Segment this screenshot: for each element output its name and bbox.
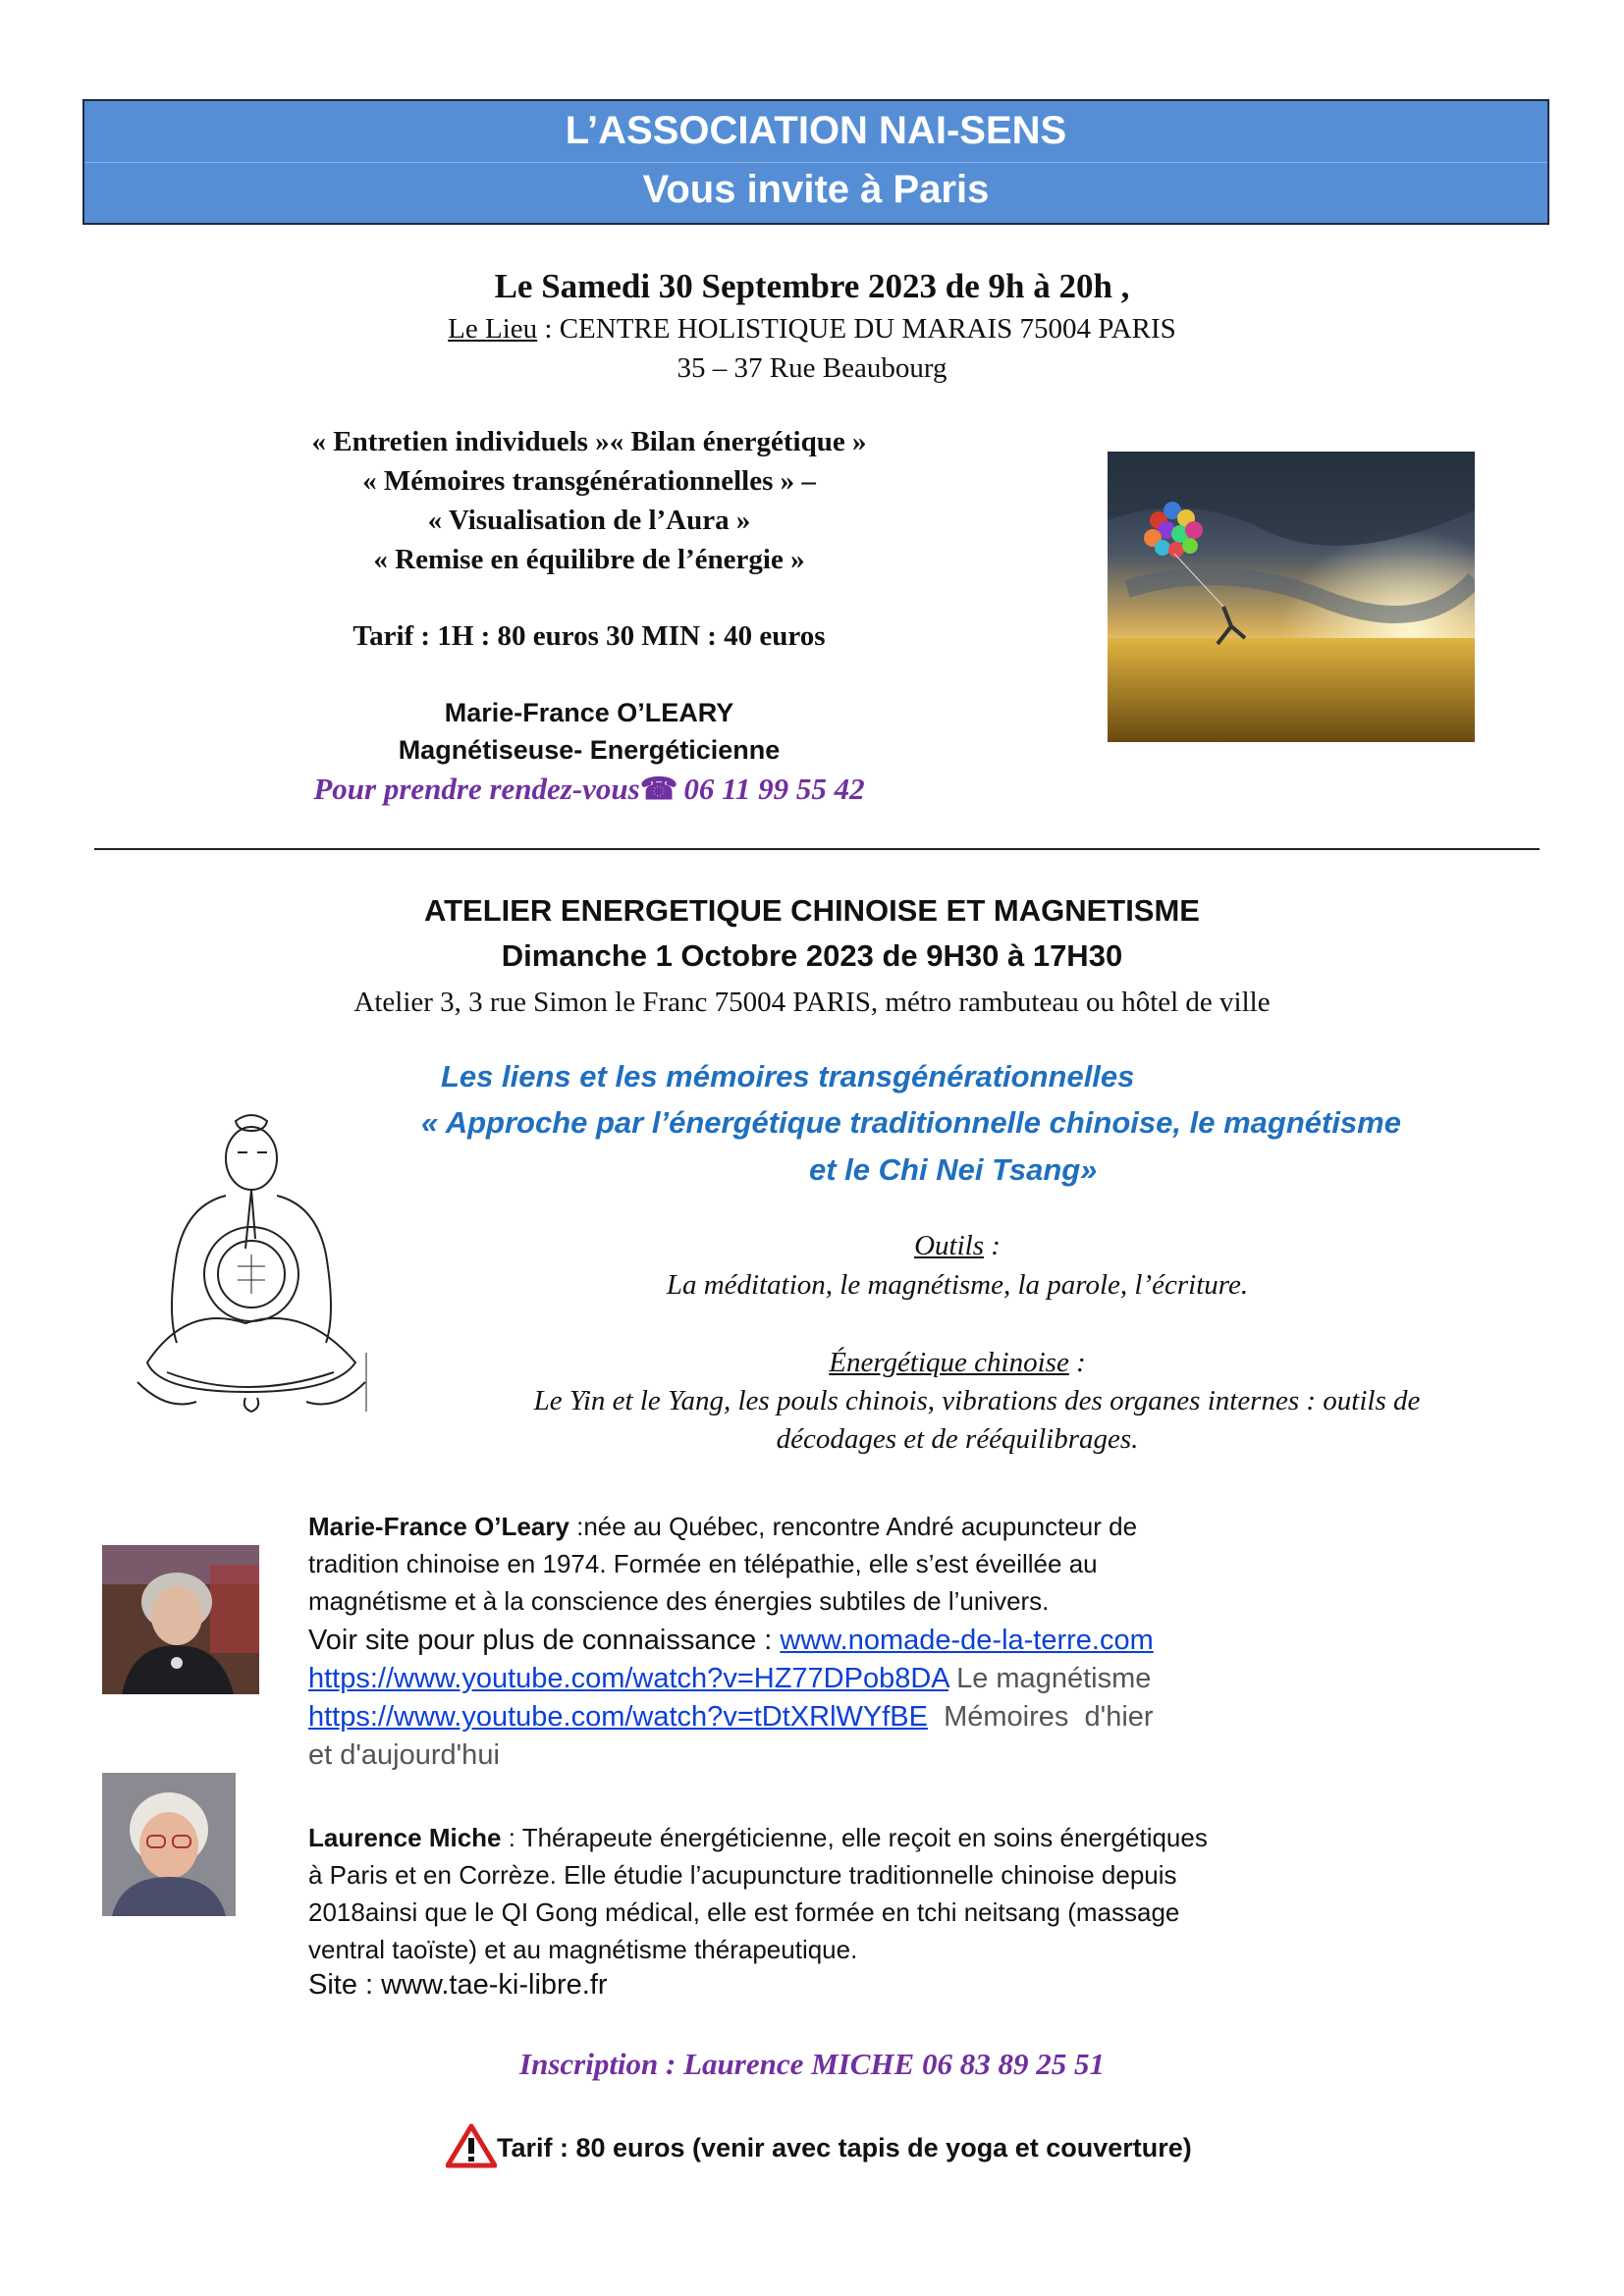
booking-label: Pour prendre rendez-vous: [313, 772, 640, 806]
tools-text: La méditation, le magnétisme, la parole, l’écriture.: [666, 1269, 1249, 1301]
video-line: [308, 1663, 1151, 1695]
meditating-sage-drawing: [128, 1107, 375, 1419]
bio-name: Marie-France O’Leary: [308, 1512, 569, 1541]
theme-line: et le Chi Nei Tsang»: [809, 1152, 1098, 1187]
association-title: L’ASSOCIATION NAI-SENS: [565, 109, 1067, 152]
event1-place: [0, 313, 1624, 346]
video-line: [308, 1701, 1154, 1734]
bio-laurence-miche: [308, 1819, 1293, 1968]
place-label: Le Lieu: [448, 313, 538, 345]
practitioner-role: Magnétiseuse- Energéticienne: [398, 735, 781, 765]
bio-name: Laurence Miche: [308, 1823, 502, 1852]
warning-icon: [446, 2123, 497, 2173]
service-item: « Visualisation de l’Aura »: [427, 505, 751, 536]
marie-france-portrait: [102, 1545, 259, 1694]
bio-line: 2018ainsi que le QI Gong médical, elle est formée en tchi neitsang (massage: [308, 1897, 1180, 1927]
chinese-text-line: Le Yin et le Yang, les pouls chinois, vibrations des organes internes : outils de: [533, 1385, 1421, 1416]
event1-tarif: Tarif : 1H : 80 euros 30 MIN : 40 euros: [352, 620, 826, 652]
event2-date: Dimanche 1 Octobre 2023 de 9H30 à 17H30: [501, 938, 1123, 973]
chinese-label: Énergétique chinoise: [829, 1347, 1069, 1378]
bio-line: ventral taoïste) et au magnétisme thérapeutique.: [308, 1935, 858, 1964]
bio-marie-france: [308, 1508, 1293, 1620]
bio-line: à Paris et en Corrèze. Elle étudie l’acupuncture traditionnelle chinoise depuis: [308, 1860, 1177, 1890]
booking-phone: 06 11 99 55 42: [683, 772, 865, 806]
header-banner: [82, 99, 1549, 225]
bio-line: [308, 1508, 1293, 1545]
site-line: [308, 1625, 1154, 1657]
theme-line: « Approche par l’énergétique traditionnelle chinoise, le magnétisme: [421, 1105, 1401, 1140]
laurence-site: Site : www.tae-ki-libre.fr: [308, 1969, 608, 2001]
video-caption-continued: et d'aujourd'hui: [308, 1739, 500, 1771]
chinese-text-line: décodages et de rééquilibrages.: [776, 1423, 1139, 1455]
tools-heading: [393, 1230, 1522, 1262]
final-tarif-line: [446, 2123, 1192, 2174]
site-label: Voir site pour plus de connaissance :: [308, 1625, 781, 1656]
place-value: : CENTRE HOLISTIQUE DU MARAIS 75004 PARIS: [537, 313, 1176, 345]
bio-line-content: [308, 1508, 1137, 1545]
tools-sep: :: [983, 1230, 1001, 1261]
service-item: « Entretien individuels »« Bilan énergétique »: [311, 426, 867, 457]
balloon-sunset-photo: [1108, 452, 1475, 742]
bio-line: magnétisme et à la conscience des énergies subtiles de l’univers.: [308, 1586, 1050, 1616]
event2-title: ATELIER ENERGETIQUE CHINOISE ET MAGNETISME: [424, 893, 1200, 928]
chinese-sep: :: [1068, 1347, 1086, 1378]
bio-line: tradition chinoise en 1974. Formée en télépathie, elle s’est éveillée au: [308, 1549, 1098, 1578]
youtube-link-memoires[interactable]: https://www.youtube.com/watch?v=tDtXRlWYfBE: [308, 1701, 928, 1733]
service-item: « Remise en équilibre de l’énergie »: [373, 544, 805, 575]
invite-subtitle: Vous invite à Paris: [642, 168, 990, 211]
final-tarif-text: Tarif : 80 euros (venir avec tapis de yoga et couverture): [497, 2133, 1192, 2163]
theme-line: Les liens et les mémoires transgénérationnelles: [441, 1059, 1135, 1094]
event2-address: Atelier 3, 3 rue Simon le Franc 75004 PARIS, métro rambuteau ou hôtel de ville: [353, 987, 1271, 1018]
laurence-miche-portrait: [102, 1773, 236, 1916]
section-divider: [94, 848, 1540, 850]
banner-divider: [84, 162, 1547, 163]
video-caption: Le magnétisme: [948, 1663, 1152, 1694]
video-caption: Mémoires d'hier: [928, 1701, 1154, 1733]
service-item: « Mémoires transgénérationnelles » –: [362, 465, 816, 497]
event1-date: Le Samedi 30 Septembre 2023 de 9h à 20h ,: [494, 267, 1130, 305]
booking-line: [196, 772, 982, 807]
phone-icon: ☎: [639, 772, 678, 806]
event1-address: 35 – 37 Rue Beaubourg: [677, 352, 947, 384]
bio-line: [308, 1819, 1293, 1856]
inscription-line: Inscription : Laurence MICHE 06 83 89 25 51: [519, 2047, 1105, 2081]
practitioner-name: Marie-France O’LEARY: [444, 698, 734, 727]
bio-text: : Thérapeute énergéticienne, elle reçoit en soins énergétiques: [501, 1823, 1208, 1852]
bio-text: :née au Québec, rencontre André acupuncteur de: [568, 1512, 1138, 1541]
youtube-link-magnetisme[interactable]: https://www.youtube.com/watch?v=HZ77DPob8DA: [308, 1663, 949, 1694]
nomade-site-link[interactable]: www.nomade-de-la-terre.com: [780, 1625, 1154, 1656]
tools-label: Outils: [914, 1230, 984, 1261]
chinese-heading: [393, 1347, 1522, 1379]
